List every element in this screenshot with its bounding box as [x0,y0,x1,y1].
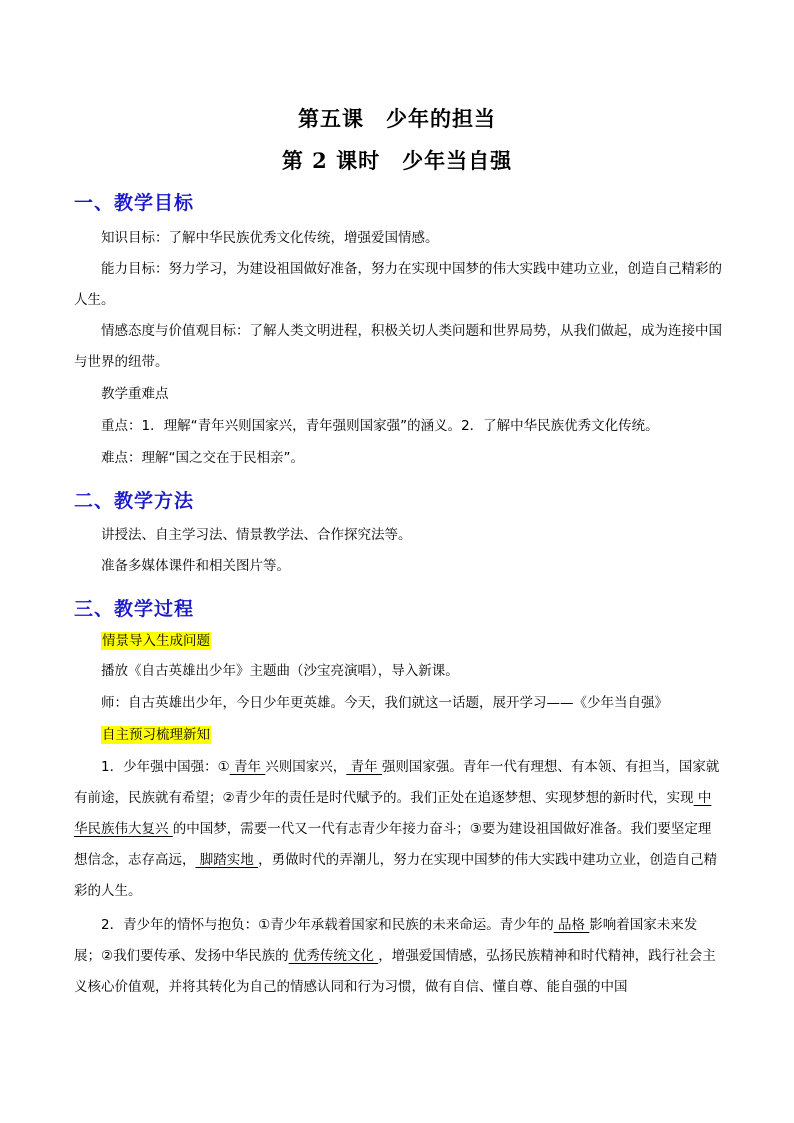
text-run: ，增强爱国情感，弘扬民族精神和时代精神，践行社会主义核心价值观，并将其转化为自己的情感认同和行为习惯，做有自信、懂自尊、能自强的中国 [74,948,716,995]
text-run: ，勇做时代的弄潮儿，努力在实现中国梦的伟大实践中建功立业，创造自己精彩的人生。 [74,852,718,899]
text-run: 2．青少年的情怀与抱负：①青少年承载着国家和民族的未来命运。青少年的 [101,917,554,933]
text-run: 强则国家强。青年一代有理想、有本领、有担当，国家就有前途，民族就有希望；②青少年的责任是时代赋予的。我们正处在追逐梦想、实现梦想的新时代，实现 [74,759,720,806]
preview-paragraph-2 [74,910,722,1003]
difficult-point: 难点：理解“国之交在于民相亲”。 [101,450,304,466]
fill-blank-answer: 脚踏实地 [195,852,259,868]
fill-blank-answer: 青年 [229,759,266,775]
period-number: 第 2 课时 [281,148,381,173]
period-name: 少年当自强 [402,148,513,173]
fill-blank-answer: 优秀传统文化 [288,948,379,964]
lesson-name: 少年的担当 [386,106,496,131]
goal-ability: 能力目标：努力学习，为建设祖国做好准备，努力在实现中国梦的伟大实践中建功立业，创造自己精彩的人生。 [74,261,722,308]
intro-paragraph-2: 师：自古英雄出少年，今日少年更英雄。今天，我们就这一话题，展开学习——《少年当自强》 [101,695,668,711]
text-run: 兴则国家兴， [265,759,347,775]
fill-blank-answer: 青年 [346,759,382,775]
fill-blank-answer: 中华民族伟大复兴 [74,790,712,837]
fill-blank-answer: 品格 [553,917,590,933]
method-2: 准备多媒体课件和相关图片等。 [101,558,290,574]
goal-emotion: 情感态度与价值观目标：了解人类文明进程，积极关切人类问题和世界局势，从我们做起，成为连接中国与世界的纽带。 [74,323,722,370]
text-run: 的中国梦，需要一代又一代有志青少年接力奋斗；③要为建设祖国做好准备。我们要坚定理想信念，志存高远， [74,821,712,868]
method-1: 讲授法、自主学习法、情景教学法、合作探究法等。 [101,527,412,543]
intro-paragraph-1: 播放《自古英雄出少年》主题曲（沙宝亮演唱），导入新课。 [101,663,459,679]
lesson-number: 第五课 [298,106,364,131]
goal-knowledge: 知识目标：了解中华民族优秀文化传统，增强爱国情感。 [101,230,439,246]
text-run: 1．少年强中国强：① [101,759,230,775]
section-heading-methods: 二、教学方法 [74,490,195,512]
section-heading-goals: 一、教学目标 [74,192,195,214]
preview-paragraph-1 [74,752,722,907]
text-run: 影响着国家未来发展；②我们要传承、发扬中华民族的 [74,917,698,964]
keypoints-label: 教学重难点 [101,386,169,402]
period-title [0,145,794,175]
section-heading-process: 三、教学过程 [74,598,195,620]
lesson-title [0,103,794,133]
key-point: 重点：1．理解“青年兴则国家兴，青年强则国家强”的涵义。2．了解中华民族优秀文化传统。 [101,418,659,434]
intro-highlight-label: 情景导入生成问题 [102,633,210,649]
preview-highlight-label: 自主预习梳理新知 [102,727,210,743]
